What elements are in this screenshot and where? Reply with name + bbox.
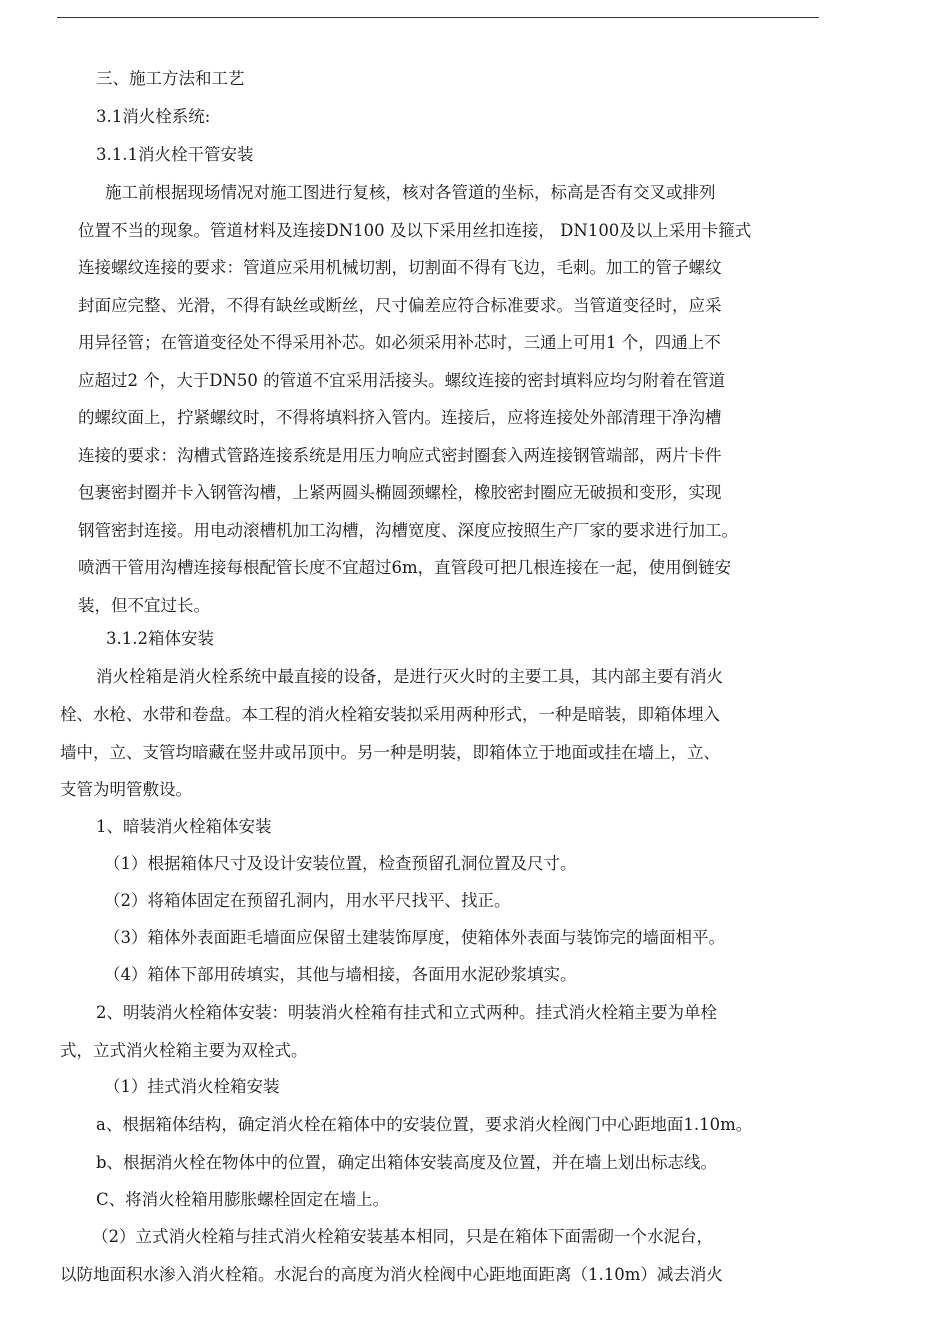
item-2-sub2-paragraph — [60, 1218, 820, 1294]
paragraph-line: 用异径管；在管道变径处不得采用补芯。如必须采用补芯时，三通上可用1 个，四通上不 — [78, 333, 721, 352]
paragraph-line: 的螺纹面上，拧紧螺纹时，不得将填料挤入管内。连接后，应将连接处外部清理干净沟槽 — [78, 408, 722, 427]
item-1-title: 1、暗装消火栓箱体安装 — [96, 817, 272, 836]
item-2-paragraph — [60, 994, 820, 1070]
paragraph-line: （2）立式消火栓箱与挂式消火栓箱安装基本相同，只是在箱体下面需砌一个水泥台， — [92, 1227, 713, 1246]
paragraph-line: 喷洒干管用沟槽连接每根配管长度不宜超过6m，直管段可把几根连接在一起，使用倒链安 — [78, 558, 732, 577]
paragraph-line: 以防地面积水渗入消火栓箱。水泥台的高度为消火栓阀中心距地面距离（1.10m）减去消火 — [60, 1264, 723, 1284]
paragraph-line: 应超过2 个，大于DN50 的管道不宜采用活接头。螺纹连接的密封填料应均匀附着在管道 — [78, 370, 726, 390]
paragraph-line: 支管为明管敷设。 — [60, 780, 192, 800]
item-1-step: （3）箱体外表面距毛墙面应保留土建装饰厚度，使箱体外表面与装饰完的墙面相平。 — [104, 928, 725, 947]
paragraph-line: 栓、水枪、水带和卷盘。本工程的消火栓箱安装拟采用两种形式，一种是暗装，即箱体埋入 — [60, 704, 720, 724]
item-1-step: （4）箱体下部用砖填实，其他与墙相接，各面用水泥砂浆填实。 — [104, 965, 577, 984]
header-rule — [57, 17, 819, 18]
item-1-step: （1）根据箱体尺寸及设计安装位置，检查预留孔洞位置及尺寸。 — [104, 854, 577, 873]
paragraph-line: 施工前根据现场情况对施工图进行复核，核对各管道的坐标，标高是否有交叉或排列 — [105, 183, 716, 202]
item-2-sub1-step: a、根据箱体结构，确定消火栓在箱体中的安装位置，要求消火栓阀门中心距地面1.10m。 — [96, 1115, 753, 1134]
paragraph-line: 位置不当的现象。管道材料及连接DN100 及以下采用丝扣连接， DN100及以上采用卡箍式 — [78, 220, 752, 240]
paragraph-line: 连接的要求：沟槽式管路连接系统是用压力响应式密封圈套入两连接钢管端部，两片卡件 — [78, 445, 722, 465]
paragraph-line: 消火栓箱是消火栓系统中最直接的设备，是进行灭火时的主要工具，其内部主要有消火 — [96, 667, 723, 686]
paragraph-line: 连接螺纹连接的要求：管道应采用机械切割，切割面不得有飞边，毛刺。加工的管子螺纹 — [78, 258, 722, 277]
section-heading: 三、施工方法和工艺 — [96, 69, 245, 88]
paragraph-line: 钢管密封连接。用电动滚槽机加工沟槽，沟槽宽度、深度应按照生产厂家的要求进行加工。 — [78, 520, 738, 540]
item-2-sub1-step: b、根据消火栓在物体中的位置，确定出箱体安装高度及位置，并在墙上划出标志线。 — [96, 1153, 718, 1172]
subsection-heading-3-1-1: 3.1.1消火栓干管安装 — [96, 145, 254, 164]
paragraph-line: 装，但不宜过长。 — [78, 595, 210, 615]
item-2-sub1-title: （1）挂式消火栓箱安装 — [104, 1077, 280, 1096]
subsection-heading-3-1-2: 3.1.2箱体安装 — [106, 629, 214, 648]
paragraph-line: 墙中，立、支管均暗藏在竖井或吊顶中。另一种是明装，即箱体立于地面或挂在墙上，立、 — [60, 742, 720, 762]
item-2-sub1-step: C、将消火栓箱用膨胀螺栓固定在墙上。 — [96, 1190, 390, 1209]
paragraph-line: 2、明装消火栓箱体安装：明装消火栓箱有挂式和立式两种。挂式消火栓箱主要为单栓 — [96, 1003, 717, 1022]
item-1-step: （2）将箱体固定在预留孔洞内，用水平尺找平、找正。 — [104, 891, 511, 910]
subsection-heading-3-1: 3.1消火栓系统: — [96, 107, 211, 126]
paragraph-box-installation — [60, 658, 820, 809]
paragraph-line: 式，立式消火栓箱主要为双栓式。 — [60, 1040, 308, 1060]
paragraph-line: 包裹密封圈并卡入钢管沟槽，上紧两圆头椭圆颈螺栓，橡胶密封圈应无破损和变形，实现 — [78, 483, 722, 502]
paragraph-pipe-installation — [78, 174, 820, 624]
paragraph-line: 封面应完整、光滑，不得有缺丝或断丝，尺寸偏差应符合标准要求。当管道变径时，应采 — [78, 295, 722, 315]
